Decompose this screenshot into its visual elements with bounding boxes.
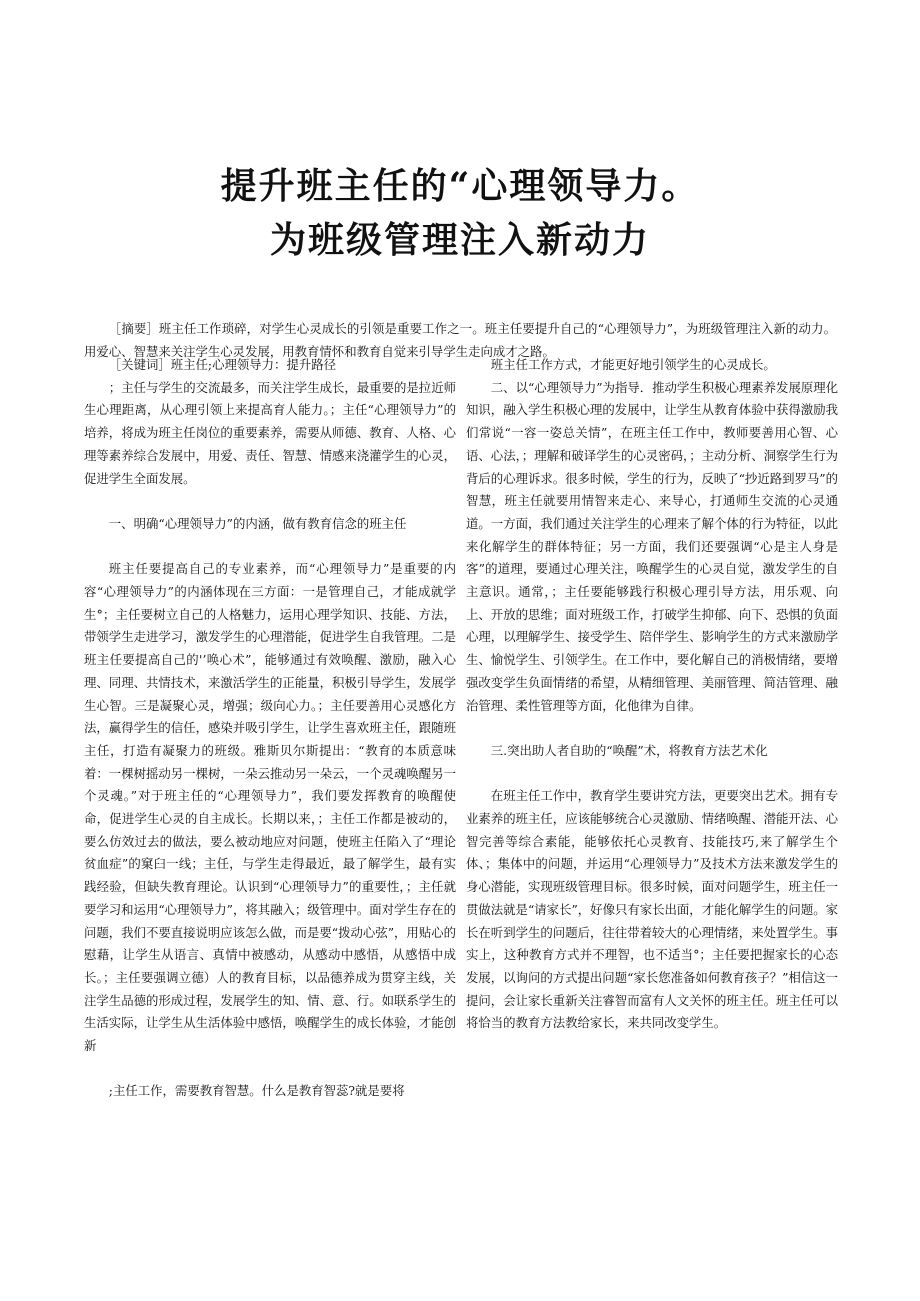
left-column (84, 354, 456, 1103)
section-heading-2-paragraph: 二、以“心理领导力”为指导．推动学生积极心理素养发展原理化知识，融入学生积极心理的发展中，让学生从教育体验中获得激励我们常说“一容一姿总关情”，在班主任工作中，教师要善用心智、心语、心法，；理解和破译学生的心灵密码，；主动分析、洞察学生行为背后的心理诉求。很多时候，学生的行为，反映了“抄近路到罗马”的智慧，班主任就要用情智来走心、来导心，打通师生交流的心灵通道。一方面，我们通过关注学生的心理来了解个体的行为特征，以此来化解学生的群体特征；另一方面，我们还要强调“心是主人身是客”的道理，要通过心理关注，唤醒学生的心灵自觉，激发学生的自主意识。通常，；主任要能够践行积极心理引导方法，用乐观、向上、开放的思维；面对班级工作，打破学生抑郁、向下、恐惧的负面心理，以理解学生、接受学生、陪伴学生、影响学生的方式来激励学生、愉悦学生、引领学生。在工作中，要化解自己的消极情绪，要增强改变学生负面情绪的希望，从精细管理、美丽管理、简洁管理、融治管理、柔性管理等方面，化他律为自律。 (466, 379, 839, 713)
abstract: ［摘要］班主任工作琐碎，对学生心灵成长的引领是重要工作之一。班主任要提升自己的“心理领导力”，为班级管理注入新的动力。用爱心、智慧来关注学生心灵发展，用教育情怀和教育自觉来引导学生走向成才之路。 (84, 321, 836, 359)
keywords: ［关键词］班主任;心理领导力：提升路径 (108, 357, 337, 372)
right-paragraph-3: 在班主任工作中，教育学生要讲究方法，更要突出艺术。拥有专业素养的班主任，应该能够统合心灵激励、情绪唤醒、潜能开法、心智完善等综合素能，能够依托心灵教育、技能技巧,来了解学生个体、；集体中的问题，并运用“心理领导力”及技术方法来激发学生的身心潜能，实现班级管理目标。很多时候，面对问题学生，班主任一贯做法就是“请家长”，好像只有家长出面，才能化解学生的问题。家长在听到学生的问题后，往往带着较大的心理情绪，来处置学生。事实上，这种教育方式并不理智，也不适当°；主任要把握家长的心态发展，以询问的方式提出问题“家长您准备如何教育孩子？”相信这一提问，会让家长重新关注睿智而富有人文关怀的班主任。班主任可以将恰当的教育方法教给家长，来共同改变学生。 (466, 788, 838, 1031)
left-paragraph-2: 班主任要提高自己的专业素养，而“心理领导力”是重要的内容“心理领导力”的内涵体现在三方面：一是管理自己，才能成就学生°；主任要树立自己的人格魅力，运用心理学知识、技能、方法，带领学生走进学习，激发学生的心理潜能，促进学生自我管理。二是班主任要提高自己的'’唤心术”，能够通过有效唤醒、激励，融入心理、同理、共情技术，来激活学生的正能量，积极引导学生，发展学生心智。三是凝聚心灵，增强；级向心力。；主任要善用心灵感化方法，赢得学生的信任，感染并吸引学生，让学生喜欢班主任，跟随班主任，打造有凝聚力的班级。雅斯贝尔斯提出：“教育的本质意味着：一棵树摇动另一棵树，一朵云推动另一朵云，一个灵魂唤醒另一个灵魂。”对于班主任的“心理领导力”，我们要发挥教育的唤醒使命，促进学生心灵的自主成长。长期以来，；主任工作都是被动的，要么仿效过去的做法，要么被动地应对问题，使班主任陷入了“理论贫血症”的窠臼一线；主任，与学生走得最近，最了解学生，最有实践经验，但缺失教育理论。认识到“心理领导力”的重要性，；主任就要学习和运用“心理领导力”，将其融入；级管理中。面对学生存在的问题，我们不要直接说明应该怎么做，而是要“拨动心弦”，用贴心的慰藉，让学生从语言、真情中被感动，从感动中感悟，从感悟中成长。；主任要强调立德）人的教育目标，以品德养成为贯穿主线，关注学生品德的形成过程，发展学生的知、情、意、行。如联系学生的生活实际，让学生从生活体验中感悟，唤醒学生的成长体验，才能创新 (84, 561, 456, 1054)
left-paragraph-3: ;主任工作，需要教育智慧。什么是教育智蕊?就是要将 (108, 1083, 405, 1099)
title-line-1: 提升班主任的“心理领导力。 (220, 165, 700, 207)
right-paragraph-1: 班主任工作方式，才能更好地引领学生的心灵成长。 (490, 357, 776, 372)
section-heading-3: 三.突出助人者自助的“唤醒”术，将教育方法艺术化 (490, 742, 768, 758)
left-paragraph-1: ；主任与学生的交流最多，而关注学生成长，最重要的是拉近师生心理距离，从心理引领上来提高育人能力。；主任“心理领导力”的培养，将成为班主任岗位的重要素养，需要从师德、教育、人格、心理等素养综合发展中，用爱、责任、智慧、情感来浇灌学生的心灵，促进学生全面发展。 (84, 379, 456, 486)
right-column (466, 354, 838, 1035)
section-heading-1: 一、明确“心理领导力”的内涵，做有教育信念的班主任 (108, 515, 407, 531)
title-line-2: 为班级管理注入新动力 (269, 219, 650, 261)
